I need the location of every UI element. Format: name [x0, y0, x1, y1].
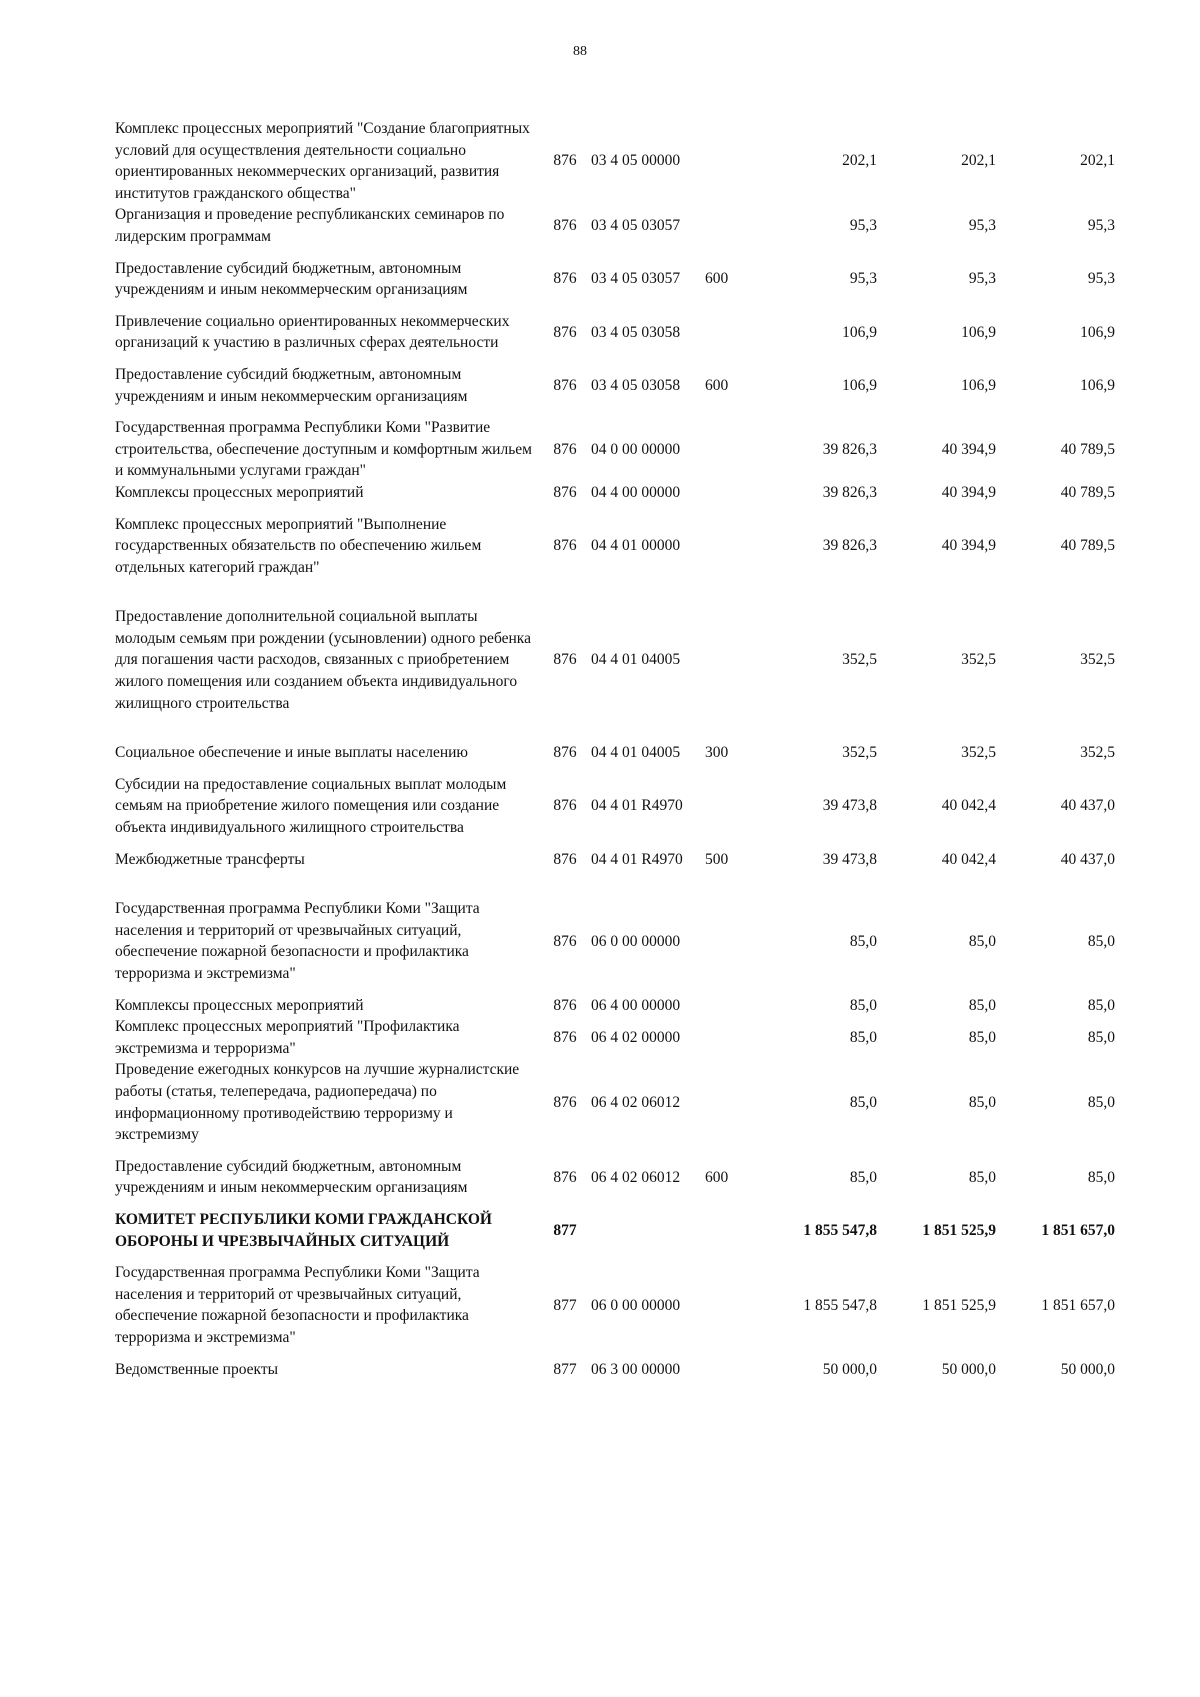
row-name: Предоставление субсидий бюджетным, автономным учреждениям и иным некоммерческим организациям: [115, 365, 468, 405]
row-type: [703, 774, 765, 849]
row-dept: 876: [553, 323, 577, 341]
row-dept: 877: [553, 1360, 577, 1378]
row-code: 04 4 01 00000: [591, 537, 681, 555]
row-code: 06 4 02 00000: [591, 1028, 681, 1046]
table-row: [115, 849, 1115, 899]
row-name: Государственная программа Республики Коми "Защита населения и территорий от чрезвычайных ситуаций, обеспечение пожарной безопасности и профилактика терроризма и экстремизма": [115, 1264, 480, 1346]
row-value-3: 95,3: [1087, 217, 1115, 235]
row-code: 06 3 00 00000: [591, 1360, 681, 1378]
row-type: [703, 1209, 765, 1262]
row-value-1: 106,9: [842, 323, 877, 341]
row-value-3: 106,9: [1080, 376, 1115, 394]
row-name: Проведение ежегодных конкурсов на лучшие журналистские работы (статья, телепередача, радиопередача) по информационному противодействию терроризму и экстремизму: [115, 1061, 520, 1144]
row-code: 06 0 00 00000: [591, 1296, 681, 1314]
row-code: 03 4 05 03058: [591, 323, 681, 341]
budget-table-body: [115, 118, 1115, 1380]
row-value-3: 40 789,5: [1060, 440, 1115, 458]
row-value-1: 85,0: [849, 1168, 877, 1186]
row-name: Предоставление субсидий бюджетным, автономным учреждениям и иным некоммерческим организациям: [115, 259, 468, 299]
row-name: КОМИТЕТ РЕСПУБЛИКИ КОМИ ГРАЖДАНСКОЙ ОБОРОНЫ И ЧРЕЗВЫЧАЙНЫХ СИТУАЦИЙ: [115, 1210, 492, 1250]
row-value-1: 39 473,8: [822, 797, 877, 815]
row-value-2: 40 394,9: [941, 440, 996, 458]
row-code: 03 4 05 00000: [591, 152, 681, 170]
row-value-2: 40 394,9: [941, 483, 996, 501]
row-value-1: 85,0: [849, 1093, 877, 1111]
row-value-1: 202,1: [842, 152, 877, 170]
row-value-3: 352,5: [1080, 651, 1115, 669]
row-value-1: 39 826,3: [822, 483, 877, 501]
row-dept: 876: [553, 797, 577, 815]
row-value-3: 40 437,0: [1060, 797, 1115, 815]
table-row: [115, 742, 1115, 774]
row-code: 06 4 00 00000: [591, 996, 681, 1014]
row-type: 600: [705, 270, 729, 288]
row-type: [703, 204, 765, 257]
row-type: [703, 118, 765, 204]
table-row: [115, 514, 1115, 607]
row-name: Ведомственные проекты: [115, 1360, 279, 1378]
row-value-3: 40 437,0: [1060, 850, 1115, 868]
row-value-2: 352,5: [961, 744, 996, 762]
row-name: Предоставление субсидий бюджетным, автономным учреждениям и иным некоммерческим организациям: [115, 1157, 468, 1197]
table-row: [115, 606, 1115, 742]
row-type: [703, 1016, 765, 1059]
row-value-2: 85,0: [968, 1168, 996, 1186]
budget-table: [115, 118, 1115, 1380]
table-row: [115, 995, 1115, 1017]
row-dept: 876: [553, 483, 577, 501]
row-name: Предоставление дополнительной социальной выплаты молодым семьям при рождении (усыновлении) одного ребенка для погашения части расходов, связанных с приобретением жилого помещения или созданием объекта индивидуального жилищного строительства: [115, 608, 531, 712]
row-value-3: 85,0: [1087, 1028, 1115, 1046]
table-row: [115, 417, 1115, 482]
row-value-2: 50 000,0: [941, 1360, 996, 1378]
row-dept: 876: [553, 1028, 577, 1046]
row-code: 06 4 02 06012: [591, 1168, 681, 1186]
row-value-2: 85,0: [968, 932, 996, 950]
row-code: 04 4 01 04005: [591, 744, 681, 762]
row-value-1: 95,3: [849, 217, 877, 235]
row-dept: 876: [553, 651, 577, 669]
row-dept: 876: [553, 850, 577, 868]
row-type: [703, 482, 765, 514]
table-row: [115, 118, 1115, 204]
row-value-1: 85,0: [849, 1028, 877, 1046]
table-row: [115, 204, 1115, 257]
table-row: [115, 898, 1115, 994]
row-value-2: 106,9: [961, 323, 996, 341]
row-value-3: 85,0: [1087, 932, 1115, 950]
row-dept: 876: [553, 744, 577, 762]
table-row: [115, 1359, 1115, 1381]
table-row: [115, 1156, 1115, 1209]
row-value-2: 40 042,4: [941, 850, 996, 868]
row-value-2: 85,0: [968, 1093, 996, 1111]
row-value-1: 85,0: [849, 932, 877, 950]
row-value-3: 40 789,5: [1060, 483, 1115, 501]
row-dept: 876: [553, 932, 577, 950]
row-code: 06 4 02 06012: [591, 1093, 681, 1111]
row-value-1: 352,5: [842, 651, 877, 669]
row-name: Комплексы процессных мероприятий: [115, 996, 364, 1014]
row-value-1: 85,0: [849, 996, 877, 1014]
row-type: 300: [705, 744, 729, 762]
table-row: [115, 774, 1115, 849]
row-value-2: 95,3: [968, 217, 996, 235]
row-type: [703, 1059, 765, 1155]
table-row: [115, 1059, 1115, 1155]
page-number: 88: [573, 44, 587, 59]
row-value-3: 106,9: [1080, 323, 1115, 341]
row-value-2: 95,3: [968, 270, 996, 288]
row-value-1: 39 826,3: [822, 440, 877, 458]
row-value-1: 352,5: [842, 744, 877, 762]
row-dept: 876: [553, 996, 577, 1014]
row-value-1: 106,9: [842, 376, 877, 394]
row-type: [703, 898, 765, 994]
row-dept: 876: [553, 376, 577, 394]
table-row: [115, 311, 1115, 364]
row-value-2: 85,0: [968, 996, 996, 1014]
row-type: [703, 1262, 765, 1358]
row-type: [703, 995, 765, 1017]
row-dept: 876: [553, 217, 577, 235]
row-name: Организация и проведение республиканских семинаров по лидерским программам: [115, 206, 505, 245]
row-dept: 876: [553, 440, 577, 458]
table-row: [115, 1262, 1115, 1358]
row-code: 04 4 01 04005: [591, 651, 681, 669]
row-value-3: 85,0: [1087, 996, 1115, 1014]
row-type: [703, 606, 765, 742]
row-value-1: 39 826,3: [822, 537, 877, 555]
row-value-3: 95,3: [1087, 270, 1115, 288]
row-code: 04 0 00 00000: [591, 440, 681, 458]
row-type: [703, 514, 765, 607]
row-name: Комплекс процессных мероприятий "Профилактика экстремизма и терроризма": [115, 1018, 460, 1057]
row-name: Привлечение социально ориентированных некоммерческих организаций к участию в различных сферах деятельности: [115, 312, 510, 352]
row-type: 600: [705, 1168, 729, 1186]
row-name: Государственная программа Республики Коми "Защита населения и территорий от чрезвычайных ситуаций, обеспечение пожарной безопасности и профилактика терроризма и экстремизма": [115, 900, 480, 982]
row-value-3: 85,0: [1087, 1093, 1115, 1111]
row-value-1: 95,3: [849, 270, 877, 288]
row-value-1: 39 473,8: [822, 850, 877, 868]
row-code: 03 4 05 03057: [591, 217, 681, 235]
row-name: Субсидии на предоставление социальных выплат молодым семьям на приобретение жилого помещения или создание объекта индивидуального жилищного строительства: [115, 775, 507, 837]
row-value-2: 352,5: [961, 651, 996, 669]
row-dept: 877: [553, 1221, 577, 1239]
row-value-3: 40 789,5: [1060, 537, 1115, 555]
table-row: [115, 1209, 1115, 1262]
row-code: 04 4 01 R4970: [591, 850, 683, 868]
table-row: [115, 364, 1115, 417]
row-code: 06 0 00 00000: [591, 932, 681, 950]
row-value-2: 1 851 525,9: [922, 1296, 996, 1314]
row-name: Комплексы процессных мероприятий: [115, 483, 364, 501]
row-value-1: 50 000,0: [822, 1360, 877, 1378]
row-type: 500: [705, 850, 729, 868]
row-code: 03 4 05 03058: [591, 376, 681, 394]
row-value-1: 1 855 547,8: [803, 1296, 877, 1314]
row-type: [703, 1359, 765, 1381]
row-code: 04 4 00 00000: [591, 483, 681, 501]
row-name: Комплекс процессных мероприятий "Выполнение государственных обязательств по обеспечению жильем отдельных категорий граждан": [115, 515, 482, 576]
row-value-1: 1 855 547,8: [803, 1221, 877, 1239]
table-row: [115, 482, 1115, 514]
row-value-2: 40 042,4: [941, 797, 996, 815]
row-value-3: 352,5: [1080, 744, 1115, 762]
row-type: [703, 311, 765, 364]
row-name: Комплекс процессных мероприятий "Создание благоприятных условий для осуществления деятельности социально ориентированных некоммерческих организаций, развития институтов гражданского общества": [115, 120, 530, 202]
row-value-2: 202,1: [961, 152, 996, 170]
row-value-2: 85,0: [968, 1028, 996, 1046]
row-dept: 876: [553, 1168, 577, 1186]
row-name: Межбюджетные трансферты: [115, 850, 305, 868]
row-value-2: 106,9: [961, 376, 996, 394]
row-value-3: 1 851 657,0: [1041, 1296, 1115, 1314]
row-value-2: 1 851 525,9: [922, 1221, 996, 1239]
row-value-3: 202,1: [1080, 152, 1115, 170]
row-value-3: 85,0: [1087, 1168, 1115, 1186]
table-row: [115, 1016, 1115, 1059]
row-code: 04 4 01 R4970: [591, 797, 683, 815]
row-dept: 876: [553, 1093, 577, 1111]
row-name: Государственная программа Республики Коми "Развитие строительства, обеспечение доступным и комфортным жильем и коммунальными услугами граждан": [115, 419, 532, 480]
table-row: [115, 258, 1115, 311]
row-name: Социальное обеспечение и иные выплаты населению: [115, 744, 469, 762]
row-type: 600: [705, 376, 729, 394]
row-value-3: 1 851 657,0: [1041, 1221, 1115, 1239]
row-code: [585, 1209, 703, 1262]
row-dept: 876: [553, 537, 577, 555]
row-dept: 876: [553, 270, 577, 288]
row-code: 03 4 05 03057: [591, 270, 681, 288]
row-value-2: 40 394,9: [941, 537, 996, 555]
row-dept: 877: [553, 1296, 577, 1314]
row-value-3: 50 000,0: [1060, 1360, 1115, 1378]
row-type: [703, 417, 765, 482]
row-dept: 876: [553, 152, 577, 170]
